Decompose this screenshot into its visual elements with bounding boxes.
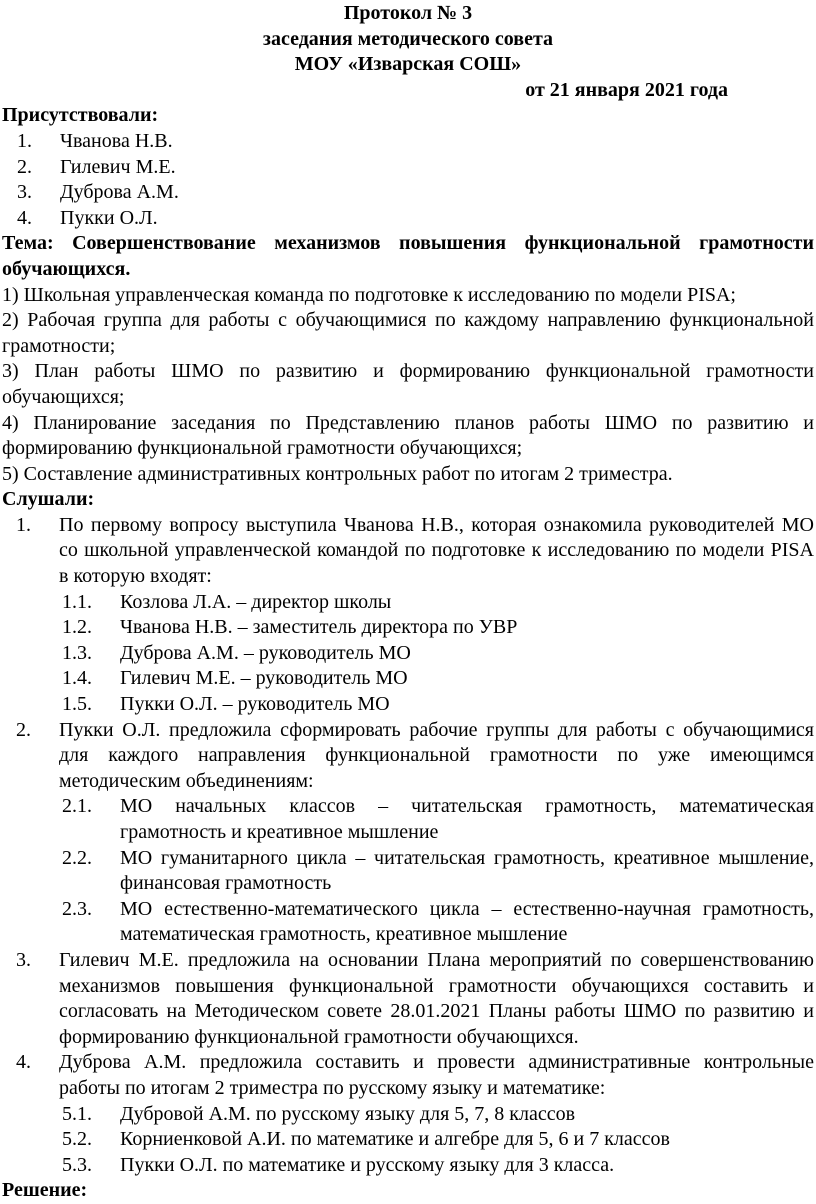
- heard-list: [2, 513, 814, 1178]
- present-heading: Присутствовали:: [2, 104, 159, 127]
- sub-item: 2.2. МО гуманитарного цикла – читательская грамотность, креативное мышление, финансовая грамотность: [62, 846, 814, 895]
- topic: Тема: Совершенствование механизмов повышения функциональной грамотности обучающихся.: [2, 232, 814, 280]
- protocol-subtitle: заседания методического совета: [262, 27, 554, 50]
- agenda-item: 3) План работы ШМО по развитию и формированию функциональной грамотности обучающихся;: [2, 360, 814, 408]
- list-item: 1. Чванова Н.В.: [17, 129, 173, 152]
- sub-item: 1.4. Гилевич М.Е. – руководитель МО: [62, 667, 408, 690]
- decision-heading: Решение:: [2, 1179, 88, 1202]
- list-item: 2. Гилевич М.Е.: [17, 155, 176, 178]
- heard-heading: Слушали:: [2, 488, 95, 511]
- sub-item: 1.3. Дуброва А.М. – руководитель МО: [62, 641, 411, 664]
- agenda-item: 2) Рабочая группа для работы с обучающимися по каждому направлению функциональной грамотности;: [2, 309, 814, 357]
- list-item: 4. Дуброва А.М. предложила составить и провести административные контрольные работы по итогам 2 триместра по русскому языку и математике:: [16, 1051, 814, 1099]
- sub-item: 1.2. Чванова Н.В. – заместитель директора по УВР: [62, 616, 518, 639]
- agenda-item: 4) Планирование заседания по Представлению планов работы ШМО по развитию и формированию функциональной грамотности обучающихся;: [2, 411, 814, 460]
- agenda-item: 1) Школьная управленческая команда по подготовке к исследованию по модели PISA;: [2, 283, 736, 306]
- school-name: МОУ «Изварская СОШ»: [294, 53, 522, 76]
- list-item: 1. По первому вопросу выступила Чванова Н.В., которая ознакомила руководителей МО со школьной управленческой командой по подготовке к исследованию по модели PISA в которую входят:: [16, 513, 814, 588]
- sub-item: 1.5. Пукки О.Л. – руководитель МО: [62, 693, 390, 716]
- agenda: [2, 283, 814, 488]
- sub-item: 5.1. Дубровой А.М. по русскому языку для 5, 7, 8 классов: [62, 1102, 576, 1125]
- list-item: 3. Дуброва А.М.: [17, 181, 179, 204]
- protocol-date: от 21 января 2021 года: [525, 78, 728, 101]
- sub-item: 2.1. МО начальных классов – читательская грамотность, математическая грамотность и креативное мышление: [62, 795, 814, 843]
- list-item: 4. Пукки О.Л.: [17, 206, 158, 229]
- list-item: 2. Пукки О.Л. предложила сформировать рабочие группы для работы с обучающимися для каждого направления функциональной грамотности по уже имеющимся методическим объединениям:: [16, 718, 814, 792]
- protocol-title: Протокол № 3: [343, 2, 473, 24]
- list-item: 3. Гилевич М.Е. предложила на основании Плана мероприятий по совершенствованию механизмов повышения функциональной грамотности обучающихся составить и согласовать на Методическом совете 28.01.2021 Планы работы ШМО по развитию и формированию функциональной грамотности обучающихся.: [16, 948, 814, 1048]
- sub-item: 5.2. Корниенковой А.И. по математике и алгебре для 5, 6 и 7 классов: [62, 1128, 670, 1151]
- sub-item: 2.3. МО естественно-математического цикла – естественно-научная грамотность, математическая грамотность, креативное мышление: [62, 897, 814, 946]
- sub-item: 5.3. Пукки О.Л. по математике и русскому языку для 3 класса.: [62, 1153, 615, 1176]
- agenda-item: 5) Составление административных контрольных работ по итогам 2 триместра.: [2, 462, 673, 485]
- sub-item: 1.1. Козлова Л.А. – директор школы: [62, 590, 392, 613]
- present-list: [2, 129, 814, 231]
